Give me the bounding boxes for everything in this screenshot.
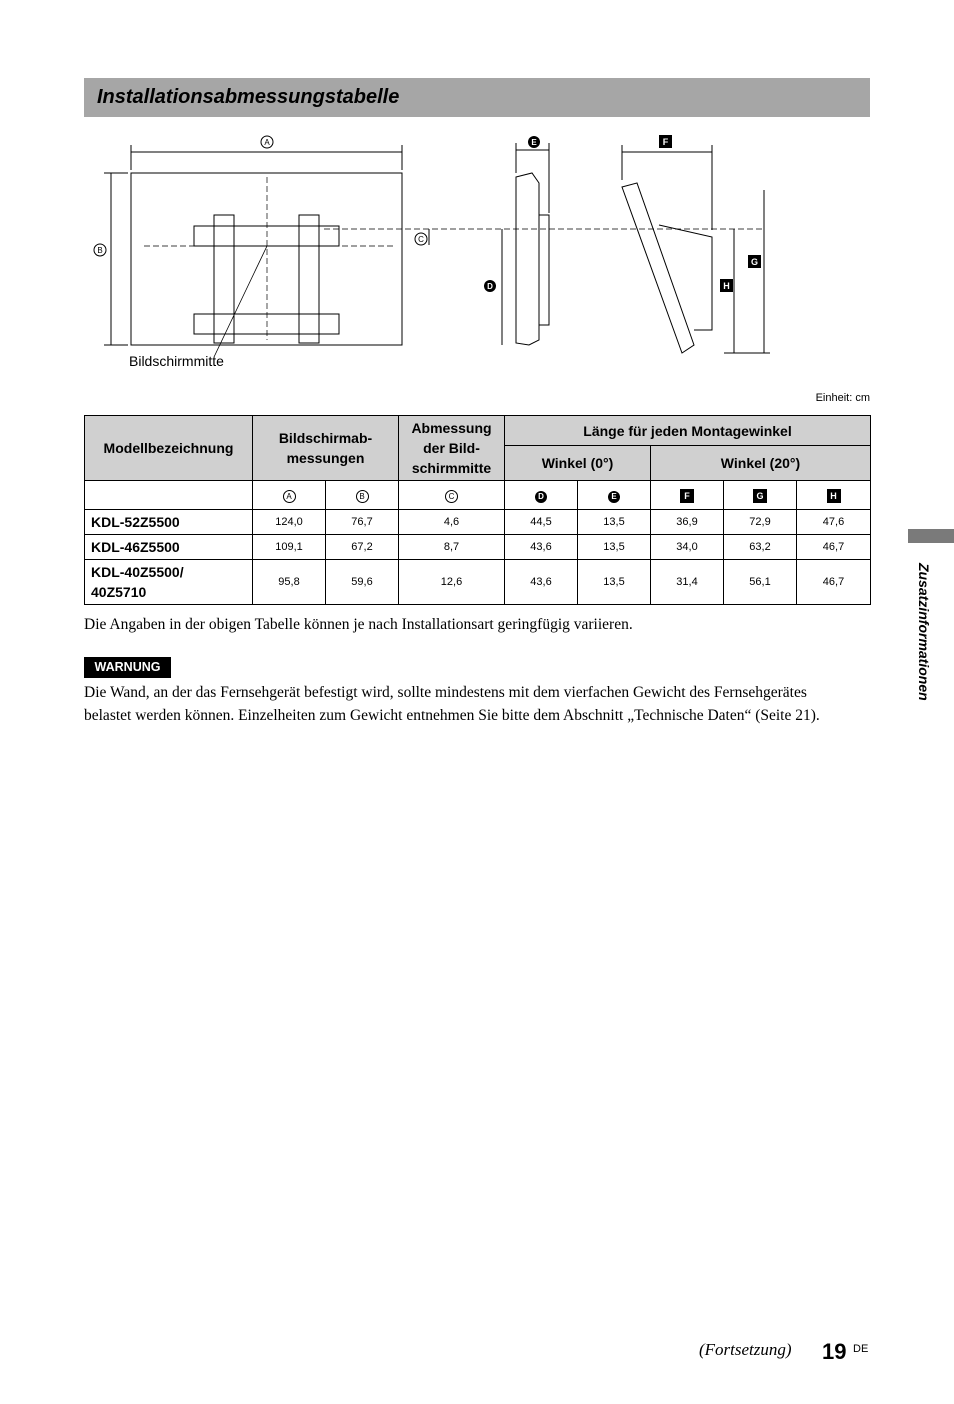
diagram-caption: Bildschirmmitte — [129, 353, 224, 369]
variation-note: Die Angaben in der obigen Tabelle können je nach Installationsart geringfügig variieren. — [84, 616, 633, 633]
label-cell-empty — [85, 481, 253, 510]
installation-diagram — [84, 125, 870, 385]
section-title-bar — [84, 78, 870, 117]
diagram-label-a: A — [264, 138, 270, 147]
value-cell: 67,2 — [326, 535, 399, 560]
value-cell: 31,4 — [651, 560, 724, 605]
label-cell-d: D — [505, 481, 578, 510]
model-name-line2: 40Z5710 — [91, 584, 147, 600]
value-cell: 56,1 — [724, 560, 797, 605]
model-name: KDL-46Z5500 — [85, 535, 253, 560]
value-cell: 46,7 — [797, 535, 871, 560]
header-screen-dimensions: Bildschirmab-messungen — [253, 416, 399, 481]
value-cell: 12,6 — [399, 560, 505, 605]
value-cell: 4,6 — [399, 510, 505, 535]
value-cell: 34,0 — [651, 535, 724, 560]
value-cell: 72,9 — [724, 510, 797, 535]
value-cell: 59,6 — [326, 560, 399, 605]
label-cell-e: E — [578, 481, 651, 510]
page-number: 19 — [822, 1339, 847, 1364]
value-cell: 76,7 — [326, 510, 399, 535]
diagram-label-b: B — [97, 246, 103, 255]
dimensions-table — [84, 415, 871, 605]
model-name — [85, 560, 253, 605]
model-name: KDL-52Z5500 — [85, 510, 253, 535]
label-cell-a: A — [253, 481, 326, 510]
diagram-label-h: H — [723, 281, 730, 291]
table-row — [85, 535, 871, 560]
value-cell: 63,2 — [724, 535, 797, 560]
warning-badge: WARNUNG — [84, 657, 171, 678]
value-cell: 44,5 — [505, 510, 578, 535]
value-cell: 36,9 — [651, 510, 724, 535]
value-cell: 13,5 — [578, 535, 651, 560]
continued-label: (Fortsetzung) — [699, 1340, 792, 1359]
diagram-label-g: G — [750, 257, 759, 267]
value-cell: 43,6 — [505, 560, 578, 605]
diagram-label-d: D — [487, 282, 493, 291]
value-cell: 109,1 — [253, 535, 326, 560]
header-angle-20: Winkel (20°) — [651, 446, 871, 481]
table-row — [85, 510, 871, 535]
label-cell-h: H — [797, 481, 871, 510]
value-cell: 124,0 — [253, 510, 326, 535]
value-cell: 13,5 — [578, 510, 651, 535]
diagram-label-e: E — [531, 138, 537, 147]
value-cell: 13,5 — [578, 560, 651, 605]
model-name-line1: KDL-40Z5500/ — [91, 564, 184, 580]
page-language: DE — [853, 1343, 869, 1355]
header-model: Modellbezeichnung — [85, 416, 253, 481]
value-cell: 46,7 — [797, 560, 871, 605]
label-cell-b: B — [326, 481, 399, 510]
diagram-label-c: C — [418, 235, 424, 244]
value-cell: 43,6 — [505, 535, 578, 560]
value-cell: 47,6 — [797, 510, 871, 535]
tv-front-outline — [131, 173, 402, 345]
label-cell-f: F — [651, 481, 724, 510]
section-side-label: Zusatzinformationen — [916, 563, 932, 701]
header-angle-0: Winkel (0°) — [505, 446, 651, 481]
section-title: Installationsabmessungstabelle — [97, 86, 400, 108]
value-cell: 8,7 — [399, 535, 505, 560]
header-length: Länge für jeden Montagewinkel — [505, 416, 871, 446]
unit-note: Einheit: cm — [815, 392, 870, 404]
header-center-dimension: Abmessung der Bild-schirmmitte — [399, 416, 505, 481]
label-cell-c: C — [399, 481, 505, 510]
diagram-label-f: F — [662, 137, 669, 147]
warning-text: Die Wand, an der das Fernsehgerät befestigt wird, sollte mindestens mit dem vierfachen Gewicht des Fernsehgerätes belastet werden können. Einzelheiten zum Gewicht entnehmen Sie bitte dem Abschnitt „Technische Daten“ (Seite 21). — [84, 684, 820, 724]
label-cell-g: G — [724, 481, 797, 510]
value-cell: 95,8 — [253, 560, 326, 605]
table-row — [85, 560, 871, 605]
section-tab-marker — [908, 529, 954, 543]
